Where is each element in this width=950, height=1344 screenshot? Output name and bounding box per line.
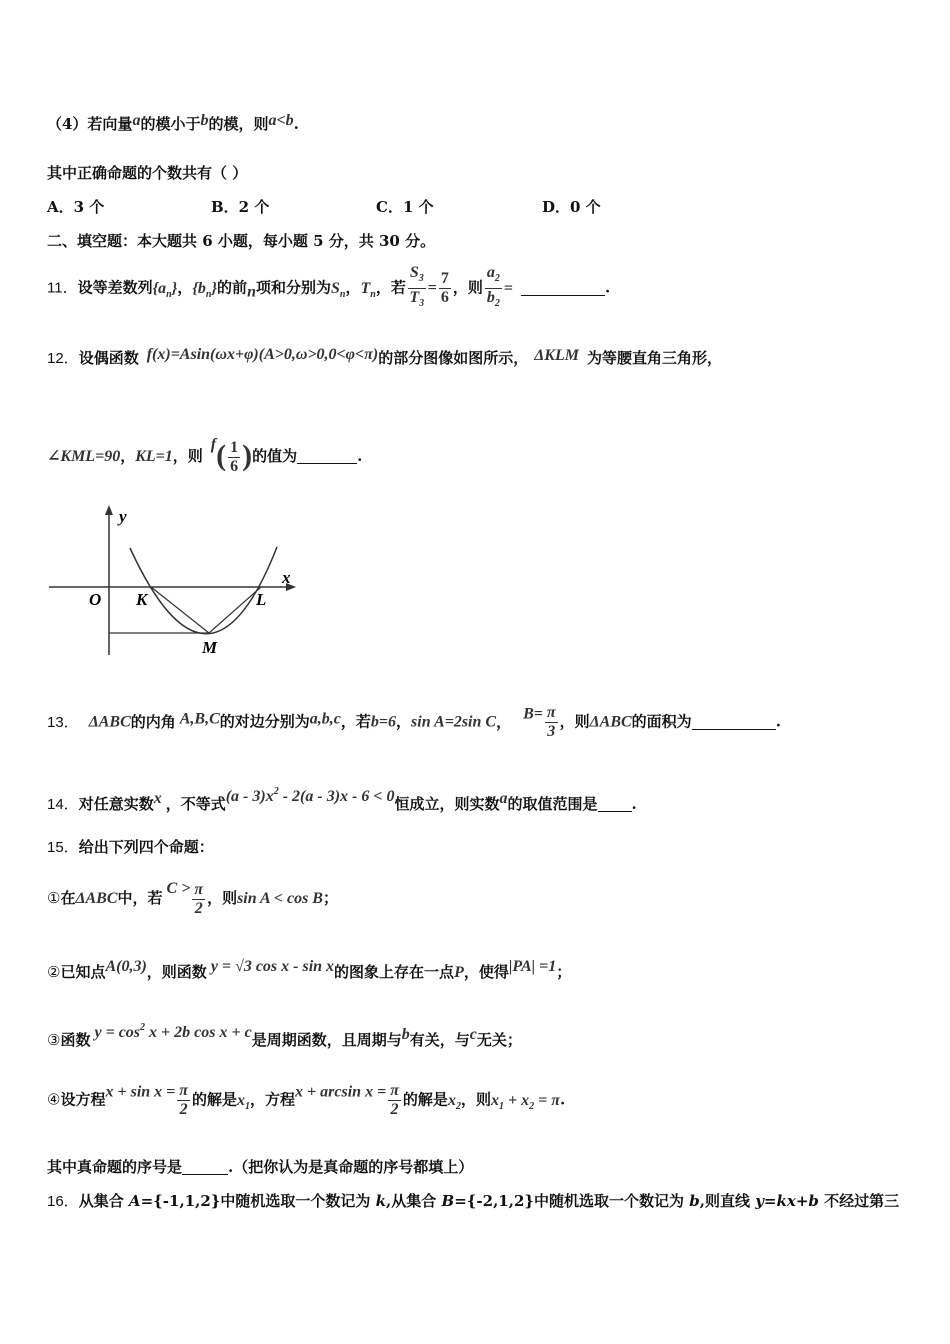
fraction-a2-b2: $\frac{a_2}{b_2}$ xyxy=(486,264,500,309)
function-graph xyxy=(44,500,314,660)
section-heading: 二、填空题：本大题共 6 小题，每小题 5 分，共 30 分。 xyxy=(47,232,436,250)
q10-stem: 其中正确命题的个数共有（ ） xyxy=(47,164,248,182)
fraction-7-6: $\frac{7}{6}$ xyxy=(440,270,449,306)
label-y: y xyxy=(119,507,127,526)
answer-blank-12[interactable] xyxy=(297,463,357,464)
fraction-s3-t3: $\frac{S_3}{T_3}$ xyxy=(409,264,425,309)
q12-line2: ∠KML=90，KL=1，则f( $\frac{1}{6}$ )的值为 . xyxy=(47,436,363,475)
vector-b: b xyxy=(200,112,209,129)
label-x: x xyxy=(282,568,291,587)
q15-prop-2: ②已知点A(0,3)，则函数 y = √3 cos x - sin x的图象上存在一点P，使得|PA| =1； xyxy=(47,958,572,981)
q15-prop-3: ③函数 $y = \cos^2 x + 2b$ cos x + c是周期函数，且周期与b有关，与c无关； xyxy=(47,1022,522,1049)
q14: 14．对任意实数x ，不等式$(a - 3)x^2 - 2(a - 3)x - 6 < 0$恒成立，则实数a的取值范围是 . xyxy=(47,786,637,813)
curve xyxy=(130,547,277,634)
label-k: K xyxy=(136,590,148,609)
q15-prop-1: ①在ΔABC中，若C > $\frac{\pi}{2}$ ，则sin A < cos B； xyxy=(47,880,338,917)
q15-prop-4: ④设方程x + sin x = $\frac{\pi}{2}$ 的解是$x_1$，方程x + arcsin x = $\frac{\pi}{2}$ 的解是$x_2$，则$x_1 + x_2 = \pi$. xyxy=(47,1082,566,1118)
q15-stem: 15．给出下列四个命题： xyxy=(47,838,214,856)
answer-blank-15[interactable] xyxy=(182,1174,228,1175)
q15-tail: 其中真命题的序号是 .（把你认为是真命题的序号都填上） xyxy=(47,1158,474,1176)
fraction-1-6: $\frac{1}{6}$ xyxy=(230,438,239,475)
relation-a-lt-b: a<b xyxy=(268,112,294,129)
option-c: C．1 个 xyxy=(376,198,434,216)
answer-blank-14[interactable] xyxy=(598,811,632,812)
answer-blank-11[interactable] xyxy=(521,295,605,296)
item-4: （4）若向量a的模小于b的模，则a<b. xyxy=(47,112,299,133)
label-m: M xyxy=(202,638,218,657)
label-l: L xyxy=(256,590,267,609)
answer-blank-13[interactable] xyxy=(692,729,776,730)
y-axis-arrow xyxy=(105,505,113,515)
option-a: A．3 个 xyxy=(47,198,105,216)
label-o: O xyxy=(89,590,102,609)
q16: 16．从集合 A={-1,1,2}中随机选取一个数记为 k,从集合 B={-2,1,2}中随机选取一个数记为 b,则直线 y=kx+b 不经过第三 xyxy=(47,1192,900,1210)
side-ml xyxy=(209,587,261,633)
inequality: $(a - 3)x^2 - 2(a - 3)x - 6 < 0$ xyxy=(225,786,395,805)
function-definition: f(x)=Asin(ωx+φ)(A>0,ω>0,0<φ<π) xyxy=(146,346,379,363)
side-km xyxy=(151,587,209,633)
fraction-pi-3: $\frac{\pi}{3}$ xyxy=(546,704,556,740)
q12-line1: 12．设偶函数 f(x)=Asin(ωx+φ)(A>0,ω>0,0<φ<π)的部分图像如图所示， ΔKLM 为等腰直角三角形， xyxy=(47,346,722,367)
option-d: D．0 个 xyxy=(542,198,601,216)
vector-a: a xyxy=(132,112,141,129)
q13: 13． ΔABC的内角 A,B,C的对边分别为a,b,c，若b=6，sin A=2sin C， B= $\frac{\pi}{3}$ ，则ΔABC的面积为 . xyxy=(47,704,781,740)
q11: 11．设等差数列$\{a_n\}$，$\{b_n\}$的前n项和分别为$S_n$，$T_n$，若 $\frac{S_3}{T_3}$ = $\frac{7}{6}$ ，则 $\frac{a_2}{b_2}$ = . xyxy=(47,264,610,313)
option-b: B．2 个 xyxy=(211,198,270,216)
